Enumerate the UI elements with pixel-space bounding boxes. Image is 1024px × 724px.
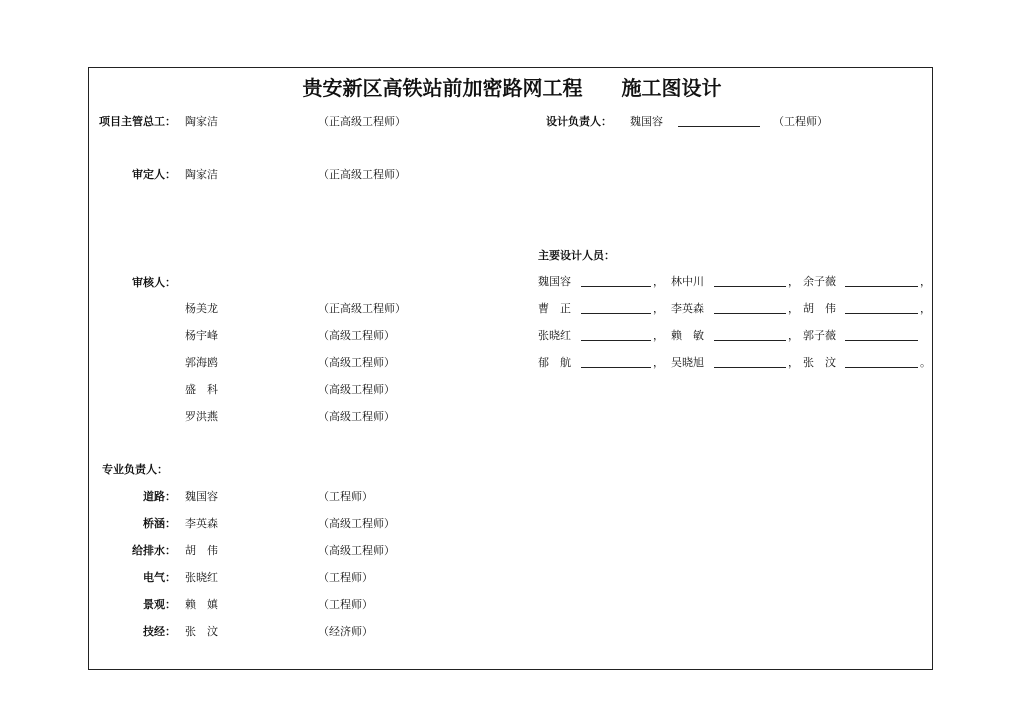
designer-separator: ， [653,302,664,315]
specialty-name: 赖 嫃 [185,598,218,611]
document-title [0,75,1024,101]
design-lead-label: 设计负责人： [546,115,612,128]
designer-name: 魏国容 [538,275,571,288]
design-lead-name: 魏国容 [630,115,663,128]
main-designers-label: 主要设计人员： [538,249,615,262]
specialty-field: 景观： [143,598,176,611]
specialty-title: （经济师） [318,625,373,638]
designer-name: 曹 正 [538,302,571,315]
reviewer-title: （正高级工程师） [318,302,406,315]
designer-name: 胡 伟 [803,302,836,315]
specialty-name: 魏国容 [185,490,218,503]
specialty-field: 桥涵： [143,517,176,530]
designer-separator: ， [788,275,799,288]
design-lead-title: （工程师） [773,115,828,128]
designer-name: 赖 敏 [671,329,704,342]
designer-separator: ， [920,275,931,288]
phase-title: 施工图设计 [621,76,722,100]
specialty-field: 道路： [143,490,176,503]
designer-signature-line [581,286,651,287]
specialty-label: 专业负责人： [102,463,168,476]
designer-signature-line [581,340,651,341]
reviewer-name: 郭海鸥 [185,356,218,369]
designer-separator: 。 [920,356,931,369]
reviewer-name: 杨美龙 [185,302,218,315]
specialty-name: 李英森 [185,517,218,530]
designer-name: 李英森 [671,302,704,315]
designer-signature-line [714,340,786,341]
designer-name: 郭子薇 [803,329,836,342]
design-lead-signature-line [678,126,760,127]
designer-signature-line [714,286,786,287]
designer-separator: ， [653,275,664,288]
specialty-title: （高级工程师） [318,517,395,530]
specialty-field: 电气： [143,571,176,584]
project-manager-title: （正高级工程师） [318,115,406,128]
designer-signature-line [581,367,651,368]
designer-separator: ， [920,302,931,315]
designer-separator: ， [653,329,664,342]
specialty-title: （工程师） [318,598,373,611]
specialty-name: 张 汶 [185,625,218,638]
reviewer-name: 盛 科 [185,383,218,396]
designer-signature-line [845,286,918,287]
reviewer-title: （高级工程师） [318,356,395,369]
project-manager-label: 项目主管总工： [99,115,176,128]
designer-separator: ， [788,356,799,369]
reviewer-name: 杨宇峰 [185,329,218,342]
specialty-field: 技经： [143,625,176,638]
specialty-name: 张晓红 [185,571,218,584]
specialty-title: （工程师） [318,571,373,584]
designer-name: 郁 航 [538,356,571,369]
reviewers-label: 审核人： [132,276,176,289]
designer-name: 吴晓旭 [671,356,704,369]
designer-separator: ， [788,302,799,315]
designer-signature-line [714,313,786,314]
specialty-name: 胡 伟 [185,544,218,557]
specialty-title: （高级工程师） [318,544,395,557]
reviewer-title: （高级工程师） [318,410,395,423]
reviewer-title: （高级工程师） [318,329,395,342]
designer-name: 张晓红 [538,329,571,342]
reviewer-name: 罗洪燕 [185,410,218,423]
designer-name: 余子薇 [803,275,836,288]
specialty-field: 给排水： [132,544,176,557]
designer-name: 林中川 [671,275,704,288]
project-title: 贵安新区高铁站前加密路网工程 [302,76,583,100]
designer-signature-line [845,340,918,341]
approver-name: 陶家洁 [185,168,218,181]
project-manager-name: 陶家洁 [185,115,218,128]
designer-separator: ， [653,356,664,369]
designer-signature-line [845,313,918,314]
designer-separator: ， [788,329,799,342]
reviewer-title: （高级工程师） [318,383,395,396]
designer-name: 张 汶 [803,356,836,369]
designer-signature-line [714,367,786,368]
specialty-title: （工程师） [318,490,373,503]
approver-title: （正高级工程师） [318,168,406,181]
designer-signature-line [581,313,651,314]
designer-signature-line [845,367,918,368]
approver-label: 审定人： [132,168,176,181]
